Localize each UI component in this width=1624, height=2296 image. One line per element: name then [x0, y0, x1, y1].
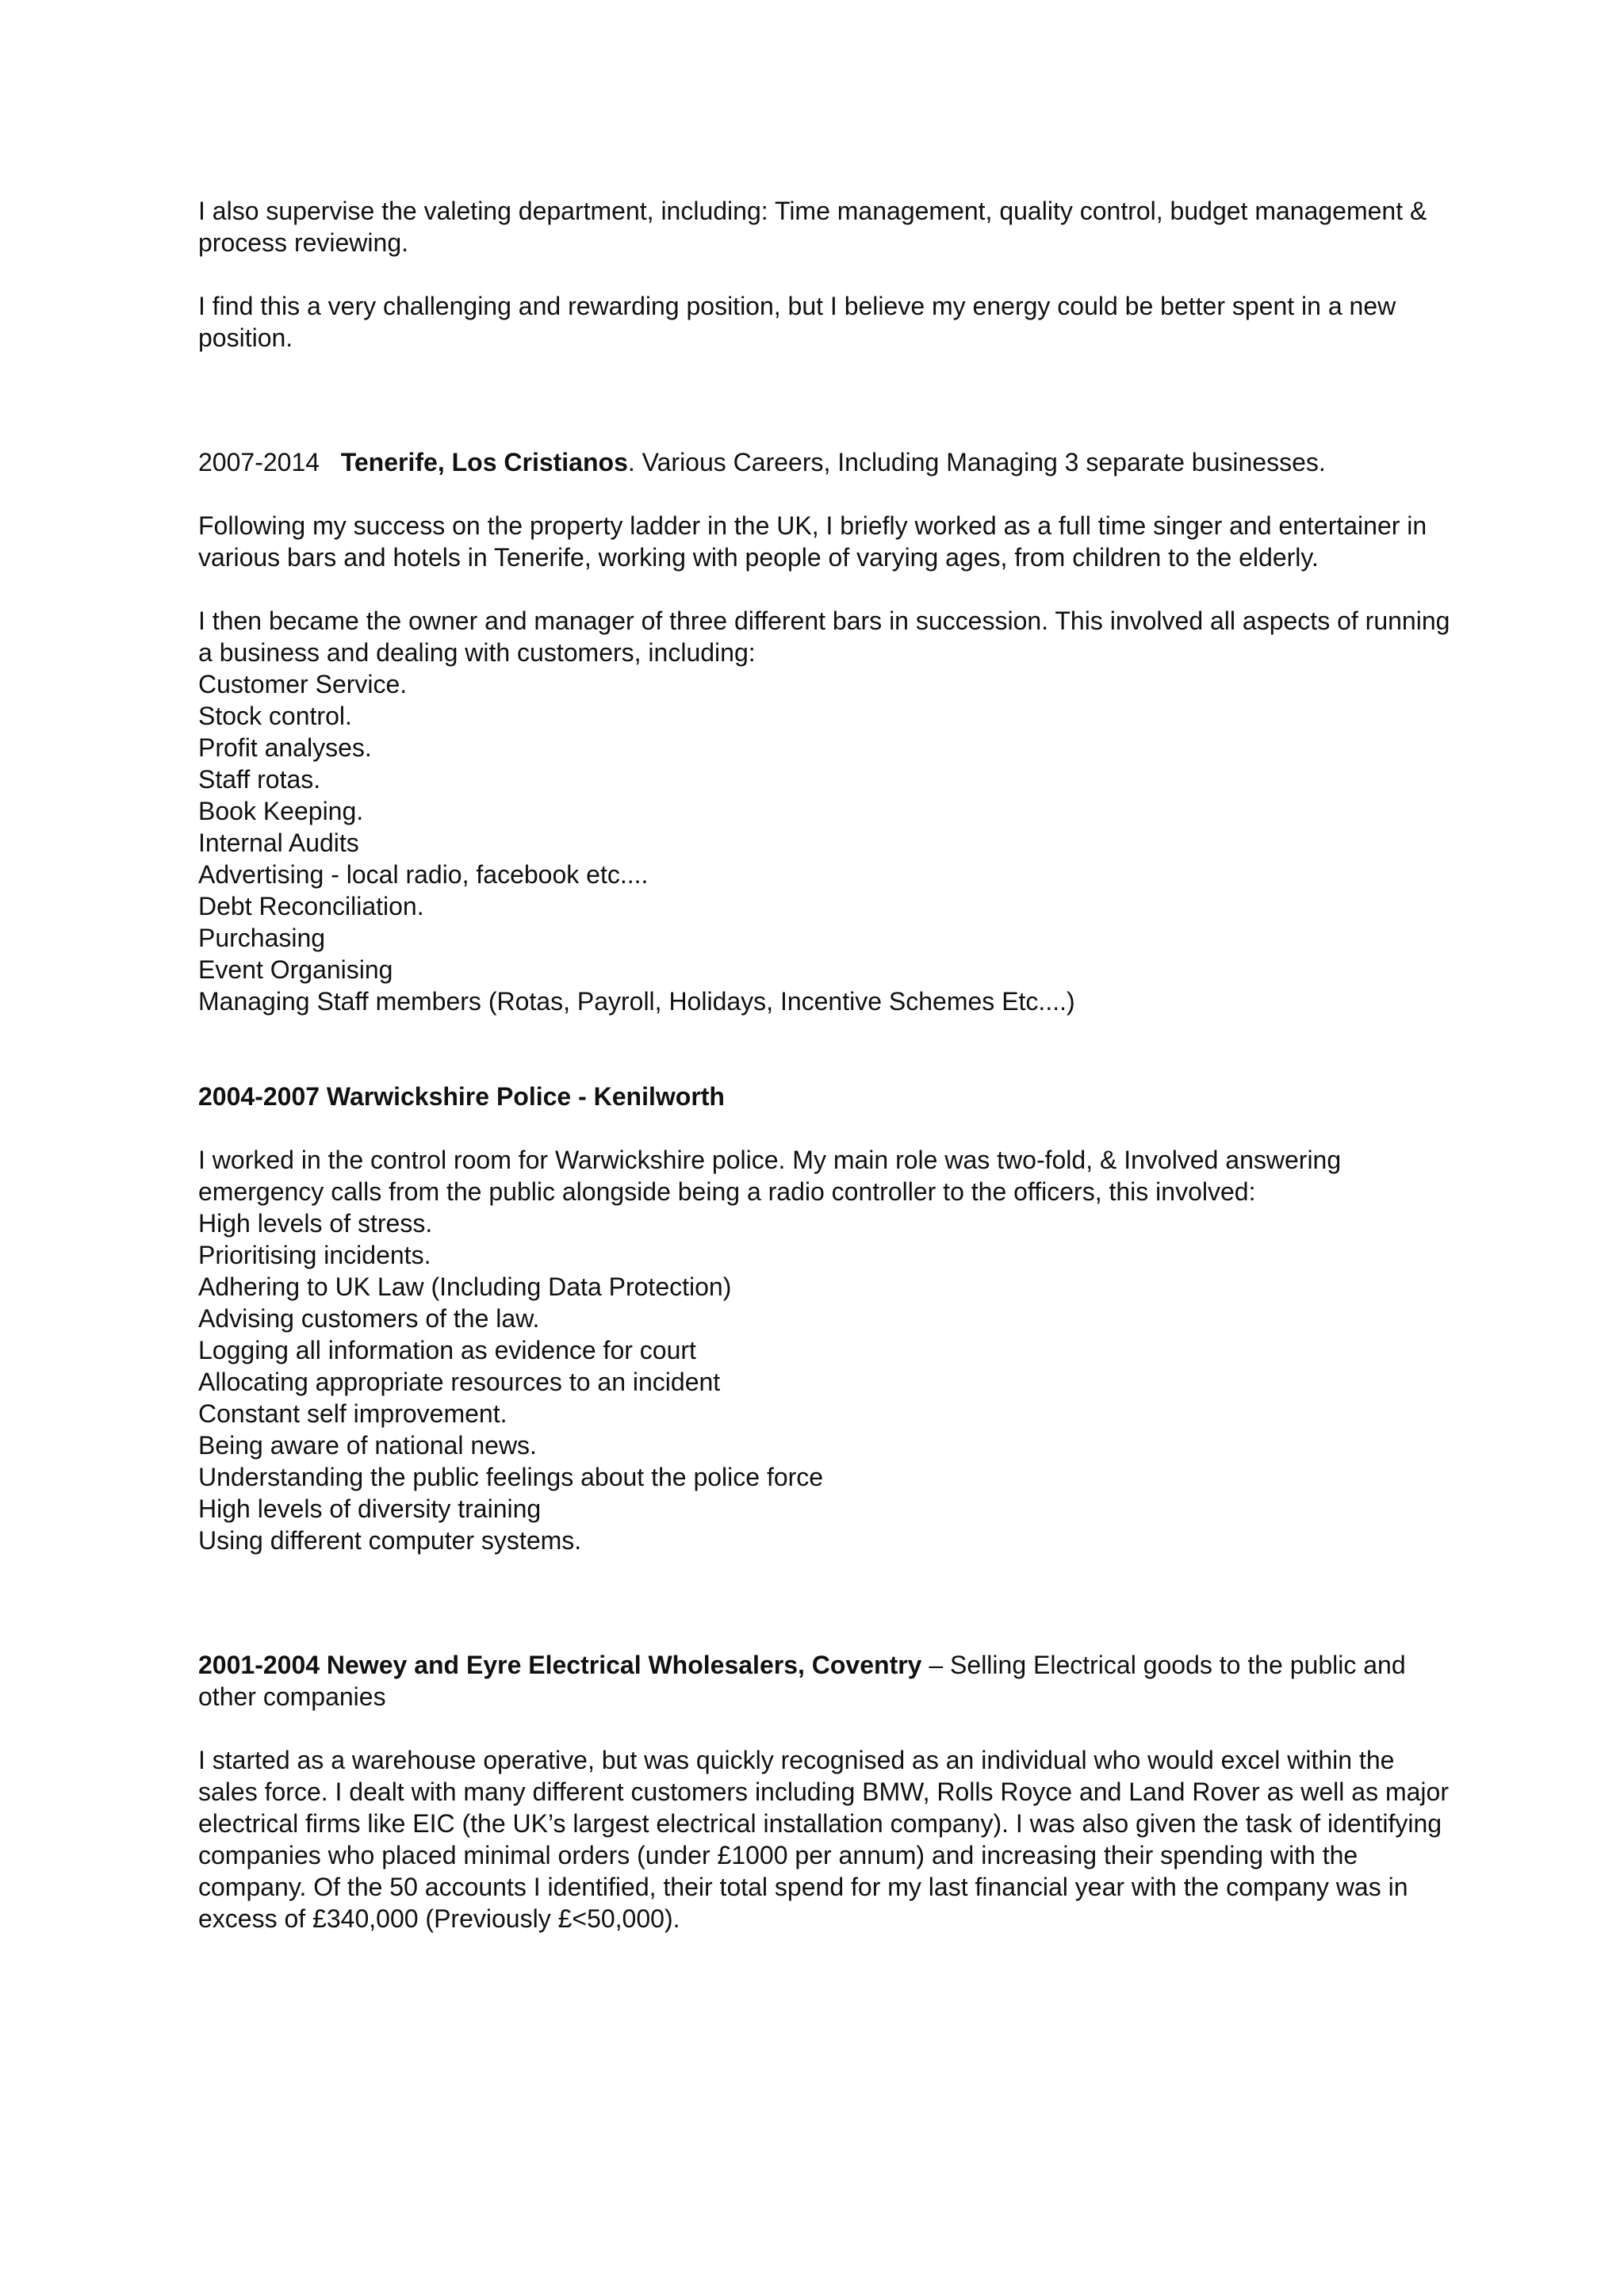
tenerife-duties-list — [198, 668, 1451, 1017]
list-item: Purchasing — [198, 924, 326, 952]
list-item: Understanding the public feelings about the police force — [198, 1463, 824, 1491]
intro-paragraph-1: I also supervise the valeting department, including: Time management, quality control, budget management & process reviewing. — [198, 197, 1427, 257]
tenerife-heading — [198, 446, 1451, 478]
list-item: High levels of diversity training — [198, 1494, 542, 1523]
cv-page — [198, 195, 1451, 1934]
police-paragraph-1: I worked in the control room for Warwickshire police. My main role was two-fold, & Involved answering emergency calls from the public alongside being a radio controller to the officers, this involved: — [198, 1146, 1342, 1206]
list-item: Allocating appropriate resources to an incident — [198, 1368, 721, 1396]
list-item: Constant self improvement. — [198, 1399, 508, 1428]
police-heading-text: 2004-2007 Warwickshire Police - Kenilworth — [198, 1082, 725, 1111]
list-item: Internal Audits — [198, 828, 359, 857]
list-item: Being aware of national news. — [198, 1431, 537, 1460]
list-item: Logging all information as evidence for court — [198, 1336, 696, 1364]
tenerife-place: Tenerife, Los Cristianos — [340, 448, 628, 476]
police-duties-list — [198, 1207, 1451, 1556]
list-item: Managing Staff members (Rotas, Payroll, Holidays, Incentive Schemes Etc....) — [198, 987, 1075, 1016]
newey-paragraph-1: I started as a warehouse operative, but was quickly recognised as an individual who would excel within the sales force. I dealt with many different customers including BMW, Rolls Royce and Land Rover as well as major electrical firms like EIC (the UK’s largest electrical installation company). I was also given the task of identifying companies who placed minimal orders (under £1000 per annum) and increasing their spending with the company. Of the 50 accounts I identified, their total spend for my last financial year with the company was in excess of £340,000 (Previously £<50,000). — [198, 1746, 1449, 1933]
list-item: Advising customers of the law. — [198, 1304, 540, 1333]
intro-paragraph-2: I find this a very challenging and rewarding position, but I believe my energy could be better spent in a new position. — [198, 292, 1396, 352]
list-item: Prioritising incidents. — [198, 1241, 431, 1269]
list-item: Event Organising — [198, 955, 393, 984]
list-item: Debt Reconciliation. — [198, 892, 424, 920]
list-item: Using different computer systems. — [198, 1526, 582, 1555]
newey-heading-bold: 2001-2004 Newey and Eyre Electrical Wholesalers, Coventry — [198, 1651, 922, 1679]
newey-heading-rest: – Selling Electrical goods to the public and other companies — [198, 1651, 1406, 1711]
list-item: Stock control. — [198, 702, 352, 730]
tenerife-paragraph-2: I then became the owner and manager of three different bars in succession. This involved all aspects of running a business and dealing with customers, including: — [198, 607, 1450, 667]
list-item: Staff rotas. — [198, 765, 321, 794]
tenerife-paragraph-1: Following my success on the property ladder in the UK, I briefly worked as a full time singer and entertainer in various bars and hotels in Tenerife, working with people of varying ages, from children to the elderly. — [198, 511, 1427, 572]
list-item: Profit analyses. — [198, 733, 372, 762]
tenerife-years: 2007-2014 — [198, 448, 320, 476]
tenerife-role: . Various Careers, Including Managing 3 separate businesses. — [627, 448, 1326, 476]
newey-heading — [198, 1649, 1451, 1712]
list-item: Advertising - local radio, facebook etc.... — [198, 860, 649, 889]
list-item: Adhering to UK Law (Including Data Protection) — [198, 1272, 732, 1301]
list-item: Book Keeping. — [198, 797, 364, 825]
list-item: Customer Service. — [198, 670, 408, 698]
list-item: High levels of stress. — [198, 1209, 433, 1238]
police-heading — [198, 1081, 1451, 1112]
